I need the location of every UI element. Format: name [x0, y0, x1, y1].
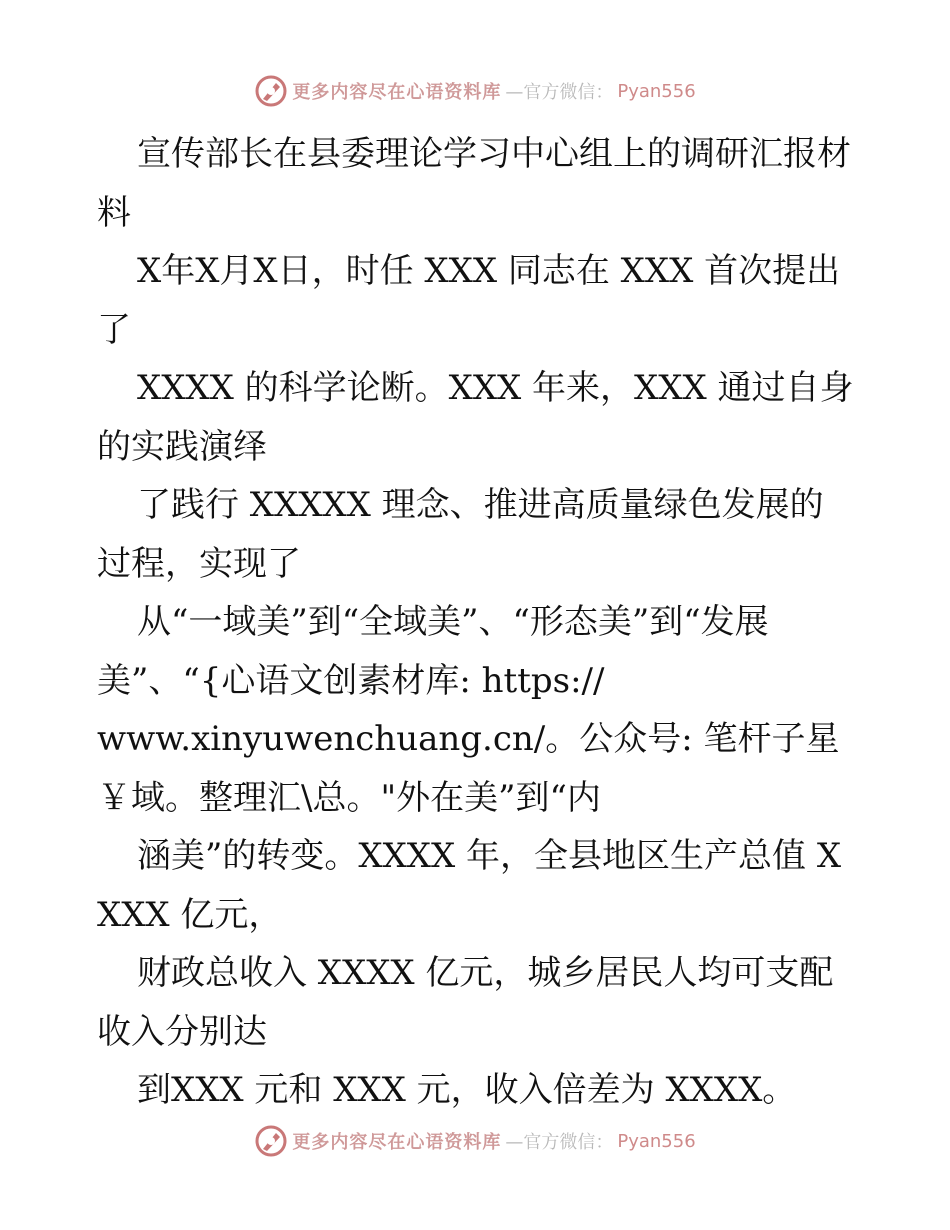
wechat-id: Pyan556 [617, 1130, 696, 1152]
pen-logo-icon [254, 1124, 288, 1158]
paragraph-1: 宣传部长在县委理论学习中心组上的调研汇报材料 [97, 134, 851, 233]
document-body [97, 125, 857, 1120]
wechat-label: —官方微信： [505, 1132, 614, 1153]
paragraph-3: XXXX 的科学论断。XXX 年来，XXX 通过自身的实践演绎 [97, 368, 854, 467]
library-name: 更多内容尽在心语资料库 [292, 1132, 502, 1153]
paragraph-9: 财政总收入 XXXX 亿元，城乡居民人均可支配收入分别达 [97, 953, 834, 1052]
paragraph-8: 涵美”的转变。XXXX 年，全县地区生产总值 XXXX 亿元， [97, 836, 842, 935]
paragraph-7: ￥域。整理汇\总。"外在美”到“内 [97, 777, 601, 818]
paragraph-6: www.xinyuwenchuang.cn/。公众号: 笔杆子星 [97, 719, 840, 759]
header-watermark [0, 74, 950, 108]
paragraph-2: X年X月X日，时任 XXX 同志在 XXX 首次提出了 [97, 251, 841, 350]
paragraph-4: 了践行 XXXXX 理念、推进高质量绿色发展的过程，实现了 [97, 485, 824, 584]
footer-watermark [0, 1124, 950, 1158]
paragraph-10: 到XXX 元和 XXX 元，收入倍差为 XXXX。 [137, 1070, 797, 1110]
wechat-label: —官方微信： [505, 82, 614, 103]
paragraph-5: 从“一域美”到“全域美”、“形态美”到“发展美”、“{心语文创素材库: https:// [97, 602, 769, 701]
wechat-id: Pyan556 [617, 80, 696, 102]
pen-logo-icon [254, 74, 288, 108]
library-name: 更多内容尽在心语资料库 [292, 82, 502, 103]
